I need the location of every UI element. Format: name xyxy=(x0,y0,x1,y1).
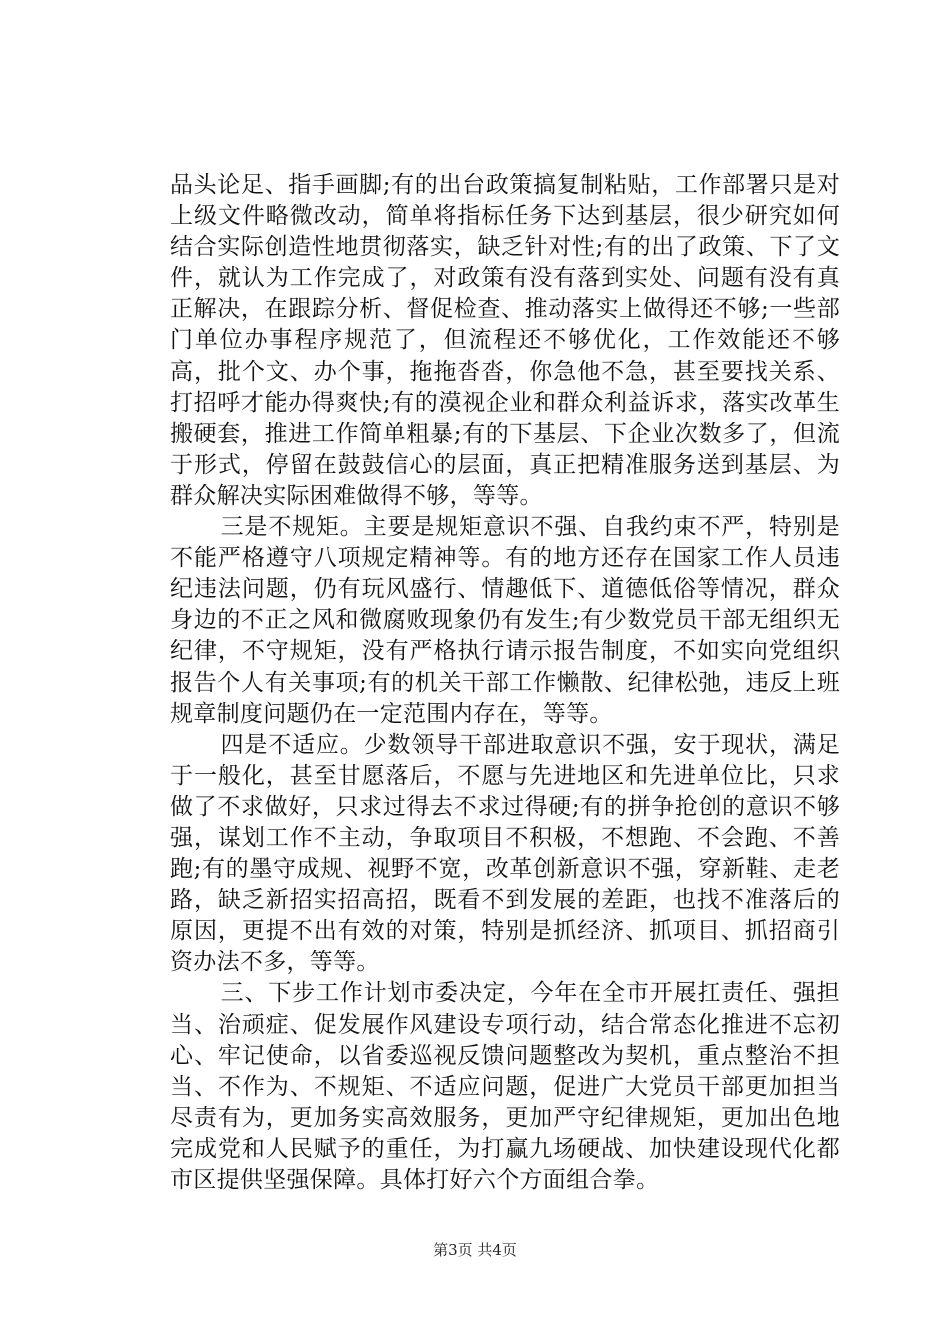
paragraph-bu-gui-ju: 三是不规矩。主要是规矩意识不强、自我约束不严，特别是不能严格遵守八项规定精神等。有的地方还存在国家工作人员违纪违法问题，仍有玩风盛行、情趣低下、道德低俗等情况，群众身边的不正之风和微腐败现象仍有发生;有少数党员干部无组织无纪律，不守规矩，没有严格执行请示报告制度，不如实向党组织报告个人有关事项;有的机关干部工作懒散、纪律松弛，违反上班规章制度问题仍在一定范围内存在，等等。 xyxy=(170,514,840,727)
page-footer: 第3页 共4页 xyxy=(433,1241,517,1259)
paragraph-work-plan: 三、下步工作计划市委决定，今年在全市开展扛责任、强担当、治顽症、促发展作风建设专项行动，结合常态化推进不忘初心、牢记使命，以省委巡视反馈问题整改为契机，重点整治不担当、不作为、不规矩、不适应问题，促进广大党员干部更加担当尽责有为，更加务实高效服务，更加严守纪律规矩，更加出色地完成党和人民赋予的重任，为打赢九场硬战、加快建设现代化都市区提供坚强保障。具体打好六个方面组合拳。 xyxy=(170,980,840,1193)
body-text xyxy=(170,170,840,1196)
paragraph-bu-shi-ying: 四是不适应。少数领导干部进取意识不强，安于现状，满足于一般化，甚至甘愿落后，不愿与先进地区和先进单位比，只求做了不求做好，只求过得去不求过得硬;有的拼争抢创的意识不够强，谋划工作不主动，争取项目不积极，不想跑、不会跑、不善跑;有的墨守成规、视野不宽，改革创新意识不强，穿新鞋、走老路，缺乏新招实招高招，既看不到发展的差距，也找不准落后的原因，更提不出有效的对策，特别是抓经济、抓项目、抓招商引资办法不多，等等。 xyxy=(170,731,840,976)
paragraph-continued: 品头论足、指手画脚;有的出台政策搞复制粘贴，工作部署只是对上级文件略微改动，简单将指标任务下达到基层，很少研究如何结合实际创造性地贯彻落实，缺乏针对性;有的出了政策、下了文件，就认为工作完成了，对政策有没有落到实处、问题有没有真正解决，在跟踪分析、督促检查、推动落实上做得还不够;一些部门单位办事程序规范了，但流程还不够优化，工作效能还不够高，批个文、办个事，拖拖沓沓，你急他不急，甚至要找关系、打招呼才能办得爽快;有的漠视企业和群众利益诉求，落实改革生搬硬套，推进工作简单粗暴;有的下基层、下企业次数多了，但流于形式，停留在鼓鼓信心的层面，真正把精准服务送到基层、为群众解决实际困难做得不够，等等。 xyxy=(170,172,840,509)
